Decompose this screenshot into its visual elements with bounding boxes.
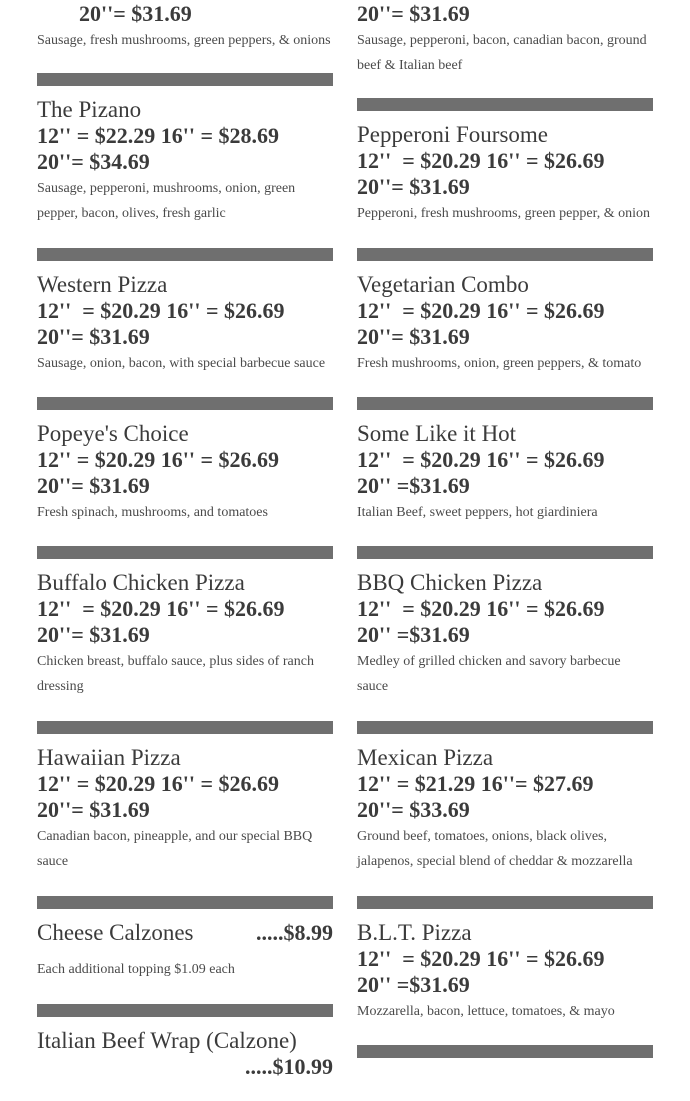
item-name: Some Like it Hot <box>357 421 517 446</box>
divider <box>37 546 333 559</box>
menu-item <box>357 1 653 78</box>
divider <box>357 546 653 559</box>
item-description: Each additional topping $1.09 each <box>37 962 235 977</box>
menu-item <box>357 272 653 376</box>
menu-item-calzones <box>37 920 333 982</box>
item-price-small-medium: 12'' = $21.29 16''= $27.69 <box>357 771 594 796</box>
item-description: Canadian bacon, pineapple, and our special BBQ sauce <box>37 829 313 869</box>
item-price-small-medium: 12'' = $20.29 16'' = $26.69 <box>37 447 280 472</box>
item-price-small-medium: 12'' = $22.29 16'' = $28.69 <box>37 123 280 148</box>
item-name: Popeye's Choice <box>37 421 189 446</box>
item-name: Western Pizza <box>37 272 168 297</box>
divider <box>357 248 653 261</box>
menu-item-wrap <box>37 1028 333 1080</box>
item-price-large: 20''= $33.69 <box>357 797 470 822</box>
item-description: Sausage, pepperoni, mushrooms, onion, green pepper, bacon, olives, fresh garlic <box>37 181 296 221</box>
item-price-large: 20''= $31.69 <box>357 1 470 26</box>
item-name: Italian Beef Wrap (Calzone) <box>37 1028 297 1053</box>
item-description: Sausage, pepperoni, bacon, canadian bacon, ground beef & Italian beef <box>357 33 647 73</box>
item-price-large: 20'' =$31.69 <box>357 622 470 647</box>
item-price-small-medium: 12'' = $20.29 16'' = $26.69 <box>357 447 605 472</box>
item-description: Ground beef, tomatoes, onions, black olives, jalapenos, special blend of cheddar & mozzarella <box>357 829 633 869</box>
item-description: Fresh spinach, mushrooms, and tomatoes <box>37 505 268 520</box>
divider <box>37 248 333 261</box>
item-price-large: 20'' =$31.69 <box>357 972 470 997</box>
item-price-large: 20''= $31.69 <box>37 622 150 647</box>
item-price-large: 20''= $31.69 <box>37 324 150 349</box>
calzone-header <box>37 920 333 946</box>
item-description: Medley of grilled chicken and savory barbecue sauce <box>357 654 621 694</box>
menu-item <box>37 421 333 525</box>
divider <box>37 397 333 410</box>
item-price-large: 20''= $31.69 <box>79 1 192 26</box>
item-price-small-medium: 12'' = $20.29 16'' = $26.69 <box>357 298 605 323</box>
item-name: Cheese Calzones <box>37 920 194 945</box>
divider <box>357 397 653 410</box>
item-name: Pepperoni Foursome <box>357 122 549 147</box>
item-price-small-medium: 12'' = $20.29 16'' = $26.69 <box>37 298 285 323</box>
divider <box>37 721 333 734</box>
item-description: Fresh mushrooms, onion, green peppers, & tomato <box>357 356 642 371</box>
menu-item <box>357 745 653 874</box>
item-price: .....$8.99 <box>256 920 333 945</box>
menu-item <box>37 570 333 699</box>
menu-item <box>357 122 653 226</box>
item-description: Italian Beef, sweet peppers, hot giardiniera <box>357 505 598 520</box>
menu-item <box>357 920 653 1024</box>
menu-item <box>37 272 333 376</box>
divider <box>357 1045 653 1058</box>
divider <box>357 721 653 734</box>
item-name: Vegetarian Combo <box>357 272 529 297</box>
item-name: BBQ Chicken Pizza <box>357 570 543 595</box>
item-price-small-medium: 12'' = $20.29 16'' = $26.69 <box>357 148 605 173</box>
item-name: Hawaiian Pizza <box>37 745 181 770</box>
divider <box>37 896 333 909</box>
item-description: Sausage, fresh mushrooms, green peppers, & onions <box>37 33 331 48</box>
divider <box>357 98 653 111</box>
item-name: The Pizano <box>37 97 142 122</box>
item-name: Mexican Pizza <box>357 745 494 770</box>
item-price-small-medium: 12'' = $20.29 16'' = $26.69 <box>357 946 605 971</box>
menu-item <box>37 1 333 53</box>
divider <box>37 73 333 86</box>
item-description: Sausage, onion, bacon, with special barbecue sauce <box>37 356 326 371</box>
item-price-large: 20''= $34.69 <box>37 149 150 174</box>
item-price-large: 20'' =$31.69 <box>357 473 470 498</box>
menu-item <box>37 97 333 226</box>
item-price-small-medium: 12'' = $20.29 16'' = $26.69 <box>357 596 605 621</box>
item-price: .....$10.99 <box>245 1054 333 1079</box>
menu-item <box>37 745 333 874</box>
item-price-small-medium: 12'' = $20.29 16'' = $26.69 <box>37 771 280 796</box>
divider <box>37 1004 333 1017</box>
item-description: Chicken breast, buffalo sauce, plus sides of ranch dressing <box>37 654 314 694</box>
item-price-small-medium: 12'' = $20.29 16'' = $26.69 <box>37 596 285 621</box>
menu-item <box>357 570 653 699</box>
item-price-large: 20''= $31.69 <box>357 324 470 349</box>
item-name: B.L.T. Pizza <box>357 920 472 945</box>
item-name: Buffalo Chicken Pizza <box>37 570 245 595</box>
menu-item <box>357 421 653 525</box>
item-description: Pepperoni, fresh mushrooms, green pepper, & onion <box>357 206 650 221</box>
item-price-large: 20''= $31.69 <box>37 797 150 822</box>
item-description: Mozzarella, bacon, lettuce, tomatoes, & mayo <box>357 1004 615 1019</box>
divider <box>357 896 653 909</box>
item-price-large: 20''= $31.69 <box>37 473 150 498</box>
item-price-large: 20''= $31.69 <box>357 174 470 199</box>
